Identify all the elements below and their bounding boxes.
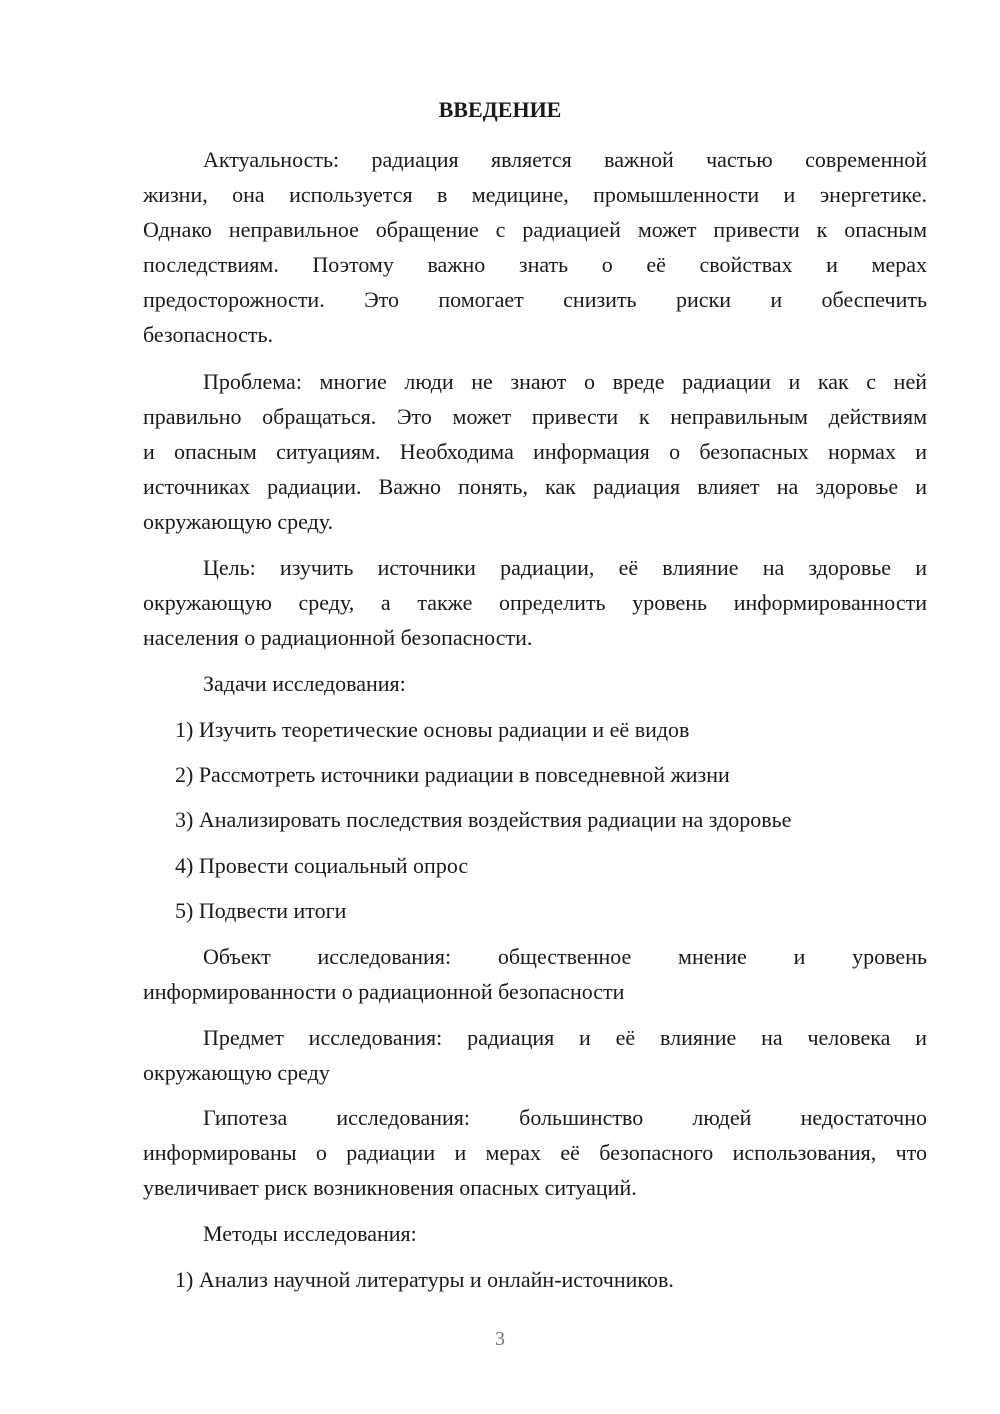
list-item: 3) Анализировать последствия воздействия радиации на здоровье — [175, 807, 792, 832]
text-line: Задачи исследования: — [203, 671, 406, 696]
text-line: Однако неправильное обращение с радиацией может привести к опасным — [143, 217, 927, 242]
text-line: последствиям. Поэтому важно знать о её свойствах и мерах — [143, 252, 927, 277]
text-line: жизни, она используется в медицине, промышленности и энергетике. — [143, 182, 927, 207]
text-line: окружающую среду. — [143, 509, 334, 534]
text-line: окружающую среду — [143, 1060, 330, 1085]
text-line: Гипотеза исследования: большинство людей недостаточно — [203, 1105, 927, 1130]
text-line: источниках радиации. Важно понять, как радиация влияет на здоровье и — [143, 474, 927, 499]
text-line: информированности о радиационной безопасности — [143, 979, 625, 1004]
text-line: населения о радиационной безопасности. — [143, 625, 533, 650]
text-line: Объект исследования: общественное мнение и уровень — [203, 944, 927, 969]
text-line: предосторожности. Это помогает снизить риски и обеспечить — [143, 287, 927, 312]
text-line: окружающую среду, а также определить уровень информированности — [143, 590, 927, 615]
text-line: Цель: изучить источники радиации, её влияние на здоровье и — [203, 555, 927, 580]
text-line: безопасность. — [143, 322, 274, 347]
text-line: увеличивает риск возникновения опасных ситуаций. — [143, 1175, 637, 1200]
text-line: Актуальность: радиация является важной частью современной — [203, 147, 927, 172]
paragraph-problem — [143, 364, 927, 539]
text-line: информированы о радиации и мерах её безопасного использования, что — [143, 1140, 927, 1165]
paragraph-subject — [143, 1020, 927, 1090]
text-line: и опасным ситуациям. Необходима информация о безопасных нормах и — [143, 439, 927, 464]
text-line: Методы исследования: — [203, 1221, 417, 1246]
page-title: ВВЕДЕНИЕ — [438, 97, 562, 122]
list-item: 1) Изучить теоретические основы радиации и её видов — [175, 717, 690, 742]
paragraph-relevance — [143, 142, 927, 352]
list-item: 5) Подвести итоги — [175, 898, 347, 923]
list-item: 4) Провести социальный опрос — [175, 853, 469, 878]
paragraph-object — [143, 939, 927, 1009]
text-line: Предмет исследования: радиация и её влияние на человека и — [203, 1025, 927, 1050]
paragraph-goal — [143, 550, 927, 655]
text-line: правильно обращаться. Это может привести к неправильным действиям — [143, 404, 927, 429]
paragraph-hypothesis — [143, 1100, 927, 1205]
page-number: 3 — [495, 1328, 505, 1350]
list-item: 2) Рассмотреть источники радиации в повседневной жизни — [175, 762, 730, 787]
methods-heading — [143, 1216, 927, 1251]
tasks-heading — [143, 666, 927, 701]
text-line: Проблема: многие люди не знают о вреде радиации и как с ней — [203, 369, 927, 394]
list-item: 1) Анализ научной литературы и онлайн-источников. — [175, 1267, 674, 1292]
